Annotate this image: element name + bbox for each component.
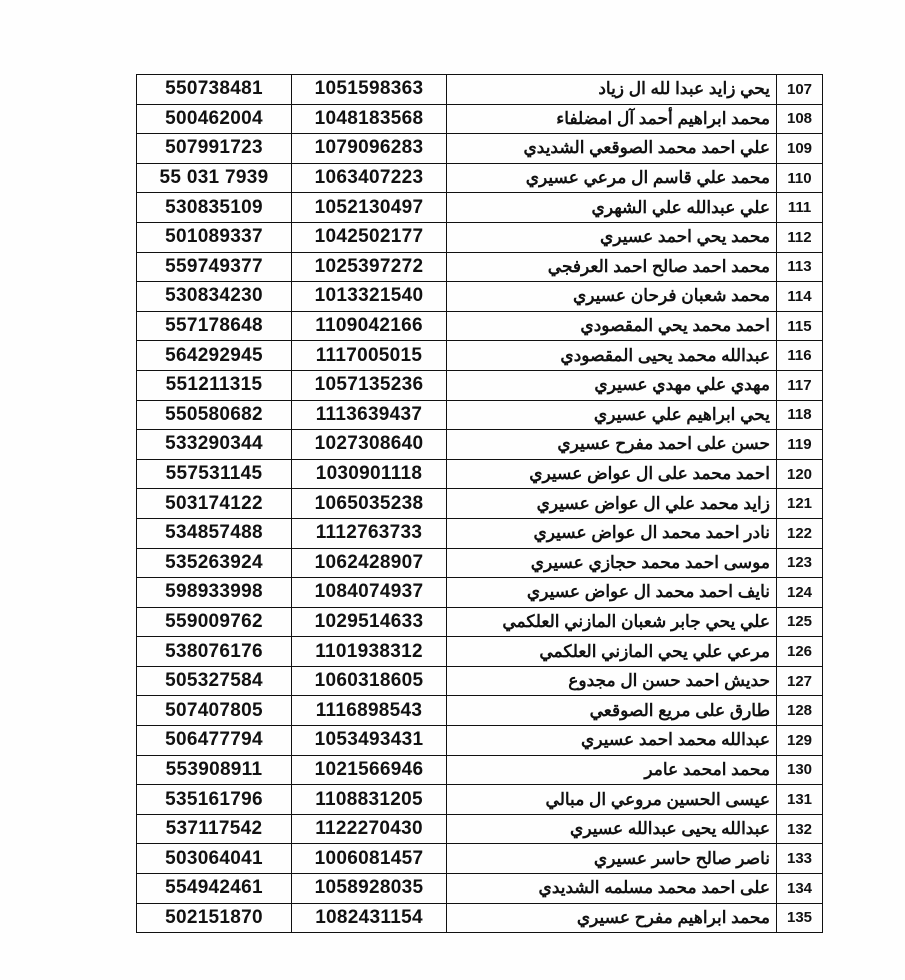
- row-number-cell: 117: [777, 370, 823, 400]
- table-row: [137, 459, 823, 489]
- row-number-cell: 128: [777, 696, 823, 726]
- row-number-cell: 124: [777, 578, 823, 608]
- phone-cell: 554942461: [137, 874, 292, 904]
- id-number-cell: 1060318605: [292, 666, 447, 696]
- name-cell: نايف احمد محمد ال عواض عسيري: [447, 578, 777, 608]
- row-number-cell: 122: [777, 518, 823, 548]
- id-number-cell: 1065035238: [292, 489, 447, 519]
- table-row: [137, 311, 823, 341]
- name-cell: نادر احمد محمد ال عواض عسيري: [447, 518, 777, 548]
- table-row: [137, 193, 823, 223]
- row-number-cell: 116: [777, 341, 823, 371]
- phone-cell: 553908911: [137, 755, 292, 785]
- name-cell: محمد احمد صالح احمد العرفجي: [447, 252, 777, 282]
- row-number-cell: 129: [777, 726, 823, 756]
- row-number-cell: 108: [777, 104, 823, 134]
- name-cell: محمد علي قاسم ال مرعي عسيري: [447, 163, 777, 193]
- name-cell: على احمد محمد مسلمه الشديدي: [447, 874, 777, 904]
- id-number-cell: 1021566946: [292, 755, 447, 785]
- phone-cell: 505327584: [137, 666, 292, 696]
- id-number-cell: 1058928035: [292, 874, 447, 904]
- name-cell: عبدالله محمد احمد عسيري: [447, 726, 777, 756]
- phone-cell: 506477794: [137, 726, 292, 756]
- row-number-cell: 107: [777, 75, 823, 105]
- phone-cell: 503174122: [137, 489, 292, 519]
- phone-cell: 559749377: [137, 252, 292, 282]
- row-number-cell: 130: [777, 755, 823, 785]
- phone-cell: 559009762: [137, 607, 292, 637]
- id-number-cell: 1053493431: [292, 726, 447, 756]
- id-number-cell: 1042502177: [292, 222, 447, 252]
- id-number-cell: 1116898543: [292, 696, 447, 726]
- id-number-cell: 1108831205: [292, 785, 447, 815]
- name-cell: محمد امحمد عامر: [447, 755, 777, 785]
- phone-cell: 500462004: [137, 104, 292, 134]
- name-cell: حديش احمد حسن ال مجدوع: [447, 666, 777, 696]
- name-cell: موسى احمد محمد حجازي عسيري: [447, 548, 777, 578]
- table-row: [137, 755, 823, 785]
- table-row: [137, 518, 823, 548]
- table-row: [137, 607, 823, 637]
- name-cell: علي يحي جابر شعبان المازني العلكمي: [447, 607, 777, 637]
- table-row: [137, 785, 823, 815]
- table-row: [137, 400, 823, 430]
- table-row: [137, 430, 823, 460]
- id-number-cell: 1013321540: [292, 282, 447, 312]
- row-number-cell: 114: [777, 282, 823, 312]
- phone-cell: 598933998: [137, 578, 292, 608]
- table-row: [137, 874, 823, 904]
- id-number-cell: 1027308640: [292, 430, 447, 460]
- name-cell: علي عبدالله علي الشهري: [447, 193, 777, 223]
- table-row: [137, 903, 823, 933]
- phone-cell: 502151870: [137, 903, 292, 933]
- id-number-cell: 1030901118: [292, 459, 447, 489]
- name-cell: طارق على مريع الصوقعي: [447, 696, 777, 726]
- name-cell: احمد محمد يحي المقصودي: [447, 311, 777, 341]
- table-row: [137, 666, 823, 696]
- phone-cell: 503064041: [137, 844, 292, 874]
- row-number-cell: 132: [777, 814, 823, 844]
- table-row: [137, 134, 823, 164]
- phone-cell: 537117542: [137, 814, 292, 844]
- id-number-cell: 1025397272: [292, 252, 447, 282]
- row-number-cell: 134: [777, 874, 823, 904]
- phone-cell: 534857488: [137, 518, 292, 548]
- name-cell: علي احمد محمد الصوقعي الشديدي: [447, 134, 777, 164]
- phone-cell: 55 031 7939: [137, 163, 292, 193]
- id-number-cell: 1109042166: [292, 311, 447, 341]
- phone-cell: 550738481: [137, 75, 292, 105]
- phone-cell: 530834230: [137, 282, 292, 312]
- table-row: [137, 726, 823, 756]
- row-number-cell: 109: [777, 134, 823, 164]
- row-number-cell: 126: [777, 637, 823, 667]
- table-row: [137, 814, 823, 844]
- row-number-cell: 118: [777, 400, 823, 430]
- id-number-cell: 1084074937: [292, 578, 447, 608]
- name-cell: مرعي علي يحي المازني العلكمي: [447, 637, 777, 667]
- row-number-cell: 125: [777, 607, 823, 637]
- name-cell: يحي ابراهيم علي عسيري: [447, 400, 777, 430]
- roster-table: [136, 74, 823, 933]
- table-row: [137, 222, 823, 252]
- table-row: [137, 548, 823, 578]
- row-number-cell: 110: [777, 163, 823, 193]
- row-number-cell: 123: [777, 548, 823, 578]
- table-row: [137, 489, 823, 519]
- row-number-cell: 131: [777, 785, 823, 815]
- id-number-cell: 1057135236: [292, 370, 447, 400]
- phone-cell: 538076176: [137, 637, 292, 667]
- name-cell: زايد محمد علي ال عواض عسيري: [447, 489, 777, 519]
- name-cell: عبدالله محمد يحيى المقصودي: [447, 341, 777, 371]
- name-cell: مهدي علي مهدي عسيري: [447, 370, 777, 400]
- row-number-cell: 133: [777, 844, 823, 874]
- phone-cell: 535263924: [137, 548, 292, 578]
- row-number-cell: 111: [777, 193, 823, 223]
- phone-cell: 533290344: [137, 430, 292, 460]
- phone-cell: 507991723: [137, 134, 292, 164]
- row-number-cell: 127: [777, 666, 823, 696]
- id-number-cell: 1082431154: [292, 903, 447, 933]
- id-number-cell: 1079096283: [292, 134, 447, 164]
- phone-cell: 550580682: [137, 400, 292, 430]
- id-number-cell: 1048183568: [292, 104, 447, 134]
- table-row: [137, 282, 823, 312]
- phone-cell: 557178648: [137, 311, 292, 341]
- name-cell: محمد يحي احمد عسيري: [447, 222, 777, 252]
- row-number-cell: 113: [777, 252, 823, 282]
- table-row: [137, 341, 823, 371]
- id-number-cell: 1006081457: [292, 844, 447, 874]
- id-number-cell: 1029514633: [292, 607, 447, 637]
- row-number-cell: 120: [777, 459, 823, 489]
- row-number-cell: 115: [777, 311, 823, 341]
- table-row: [137, 104, 823, 134]
- row-number-cell: 112: [777, 222, 823, 252]
- id-number-cell: 1062428907: [292, 548, 447, 578]
- name-cell: عبدالله يحيى عبدالله عسيري: [447, 814, 777, 844]
- table-row: [137, 637, 823, 667]
- table-row: [137, 75, 823, 105]
- name-cell: محمد ابراهيم مفرح عسيري: [447, 903, 777, 933]
- name-cell: محمد ابراهيم أحمد آل امضلفاء: [447, 104, 777, 134]
- id-number-cell: 1113639437: [292, 400, 447, 430]
- name-cell: حسن على احمد مفرح عسيري: [447, 430, 777, 460]
- name-cell: يحي زايد عبدا لله ال زياد: [447, 75, 777, 105]
- phone-cell: 501089337: [137, 222, 292, 252]
- id-number-cell: 1063407223: [292, 163, 447, 193]
- table-row: [137, 163, 823, 193]
- phone-cell: 564292945: [137, 341, 292, 371]
- phone-cell: 551211315: [137, 370, 292, 400]
- name-cell: ناصر صالح حاسر عسيري: [447, 844, 777, 874]
- table-row: [137, 844, 823, 874]
- phone-cell: 557531145: [137, 459, 292, 489]
- table-row: [137, 370, 823, 400]
- table-row: [137, 252, 823, 282]
- phone-cell: 535161796: [137, 785, 292, 815]
- name-cell: محمد شعبان فرحان عسيري: [447, 282, 777, 312]
- name-cell: احمد محمد على ال عواض عسيري: [447, 459, 777, 489]
- id-number-cell: 1117005015: [292, 341, 447, 371]
- id-number-cell: 1122270430: [292, 814, 447, 844]
- row-number-cell: 119: [777, 430, 823, 460]
- name-cell: عيسى الحسين مروعي ال مبالي: [447, 785, 777, 815]
- phone-cell: 530835109: [137, 193, 292, 223]
- row-number-cell: 121: [777, 489, 823, 519]
- phone-cell: 507407805: [137, 696, 292, 726]
- roster-body: [137, 75, 823, 933]
- row-number-cell: 135: [777, 903, 823, 933]
- id-number-cell: 1101938312: [292, 637, 447, 667]
- id-number-cell: 1052130497: [292, 193, 447, 223]
- table-row: [137, 578, 823, 608]
- table-row: [137, 696, 823, 726]
- id-number-cell: 1051598363: [292, 75, 447, 105]
- id-number-cell: 1112763733: [292, 518, 447, 548]
